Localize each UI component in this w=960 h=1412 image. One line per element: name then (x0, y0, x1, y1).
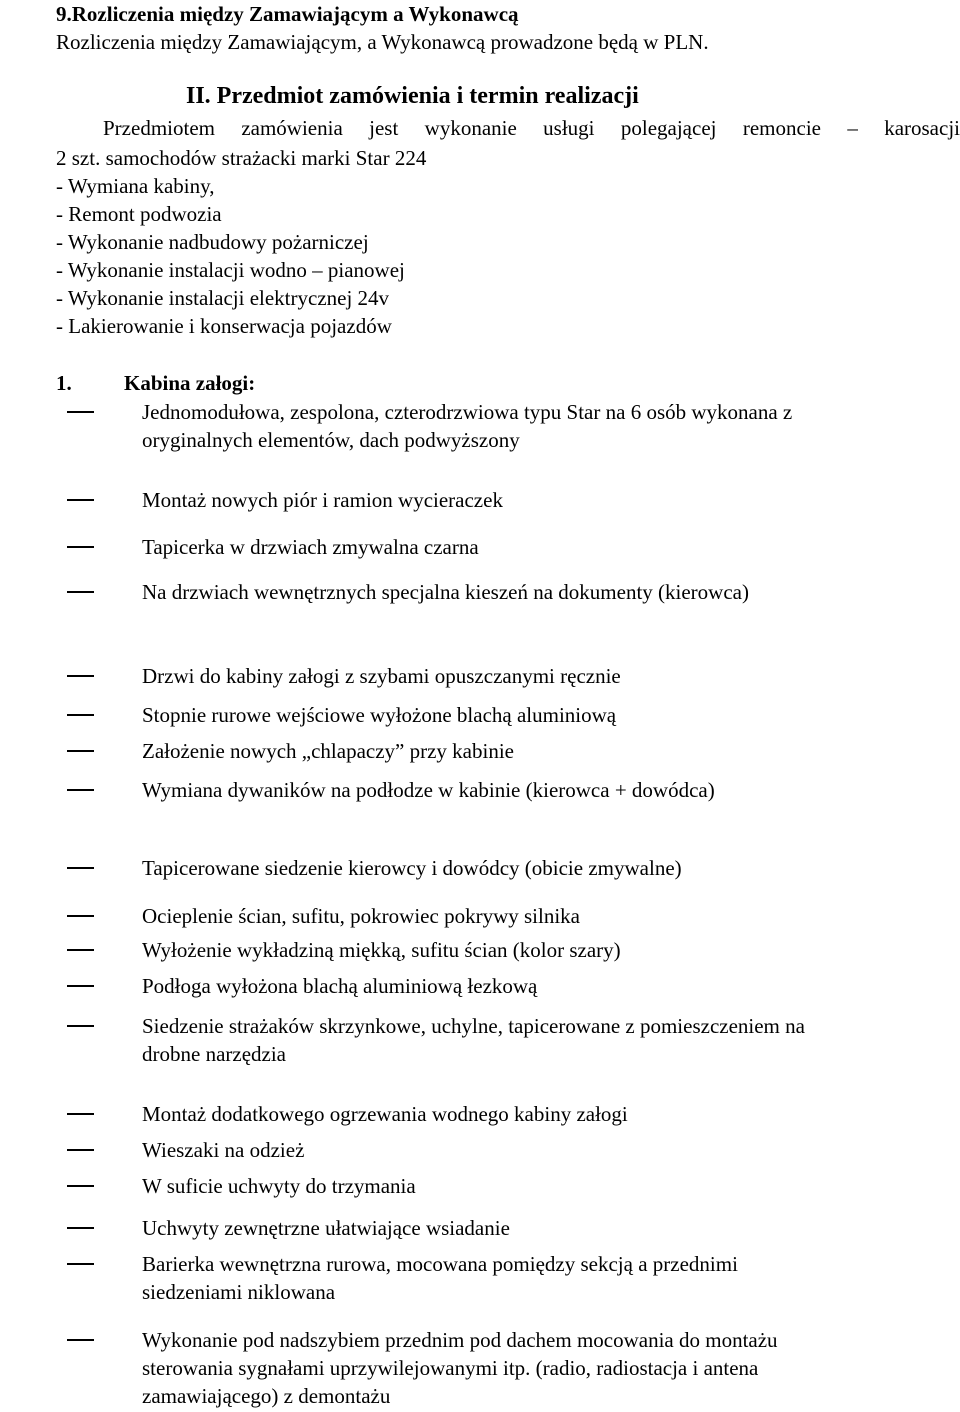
kabina-item-line: W suficie uchwyty do trzymania (142, 1174, 416, 1198)
kabina-item-line: Montaż dodatkowego ogrzewania wodnego kabiny załogi (142, 1102, 628, 1126)
kabina-item-line: zamawiającego) z demontażu (142, 1384, 391, 1408)
kabina-item-line: Siedzenie strażaków skrzynkowe, uchylne, tapicerowane z pomieszczeniem na (142, 1014, 805, 1038)
dash-bullet (67, 985, 94, 987)
kabina-item-line: siedzeniami niklowana (142, 1280, 336, 1304)
kabina-item-text (142, 1250, 932, 1306)
kabina-item-text (142, 902, 932, 930)
kabina-item-line: drobne narzędzia (142, 1042, 286, 1066)
kabina-item-line: oryginalnych elementów, dach podwyższony (142, 428, 520, 452)
kabina-item-text (142, 662, 932, 690)
kabina-item-line: Uchwyty zewnętrzne ułatwiające wsiadanie (142, 1216, 510, 1240)
kabina-item-line: Jednomodułowa, zespolona, czterodrzwiowa typu Star na 6 osób wykonana z (142, 400, 793, 424)
scope-item: - Remont podwozia (56, 202, 222, 226)
section-9-heading: 9.Rozliczenia między Zamawiającym a Wykonawcą (56, 2, 519, 26)
kabina-item-line: Wykonanie pod nadszybiem przednim pod dachem mocowania do montażu (142, 1328, 778, 1352)
dash-bullet (67, 546, 94, 548)
kabina-item-line: Na drzwiach wewnętrznych specjalna kieszeń na dokumenty (kierowca) (142, 580, 749, 604)
kabina-item-line: Tapicerowane siedzenie kierowcy i dowódcy (obicie zmywalne) (142, 856, 682, 880)
kabina-item-line: Stopnie rurowe wejściowe wyłożone blachą aluminiową (142, 703, 617, 727)
kabina-item-line: Ocieplenie ścian, sufitu, pokrowiec pokrywy silnika (142, 904, 580, 928)
kabina-title: Kabina załogi: (124, 371, 256, 395)
dash-bullet (67, 867, 94, 869)
dash-bullet (67, 789, 94, 791)
kabina-item-text (142, 854, 932, 882)
dash-bullet (67, 675, 94, 677)
scope-item: - Wykonanie instalacji wodno – pianowej (56, 258, 405, 282)
scope-item: - Lakierowanie i konserwacja pojazdów (56, 314, 392, 338)
kabina-item-line: Wyłożenie wykładziną miękką, sufitu ścian (kolor szary) (142, 938, 621, 962)
section-9-text: Rozliczenia między Zamawiającym, a Wykonawcą prowadzone będą w PLN. (56, 30, 709, 54)
kabina-item-line: Montaż nowych piór i ramion wycieraczek (142, 488, 503, 512)
dash-bullet (67, 1185, 94, 1187)
kabina-item-text (142, 533, 932, 561)
kabina-item-line: Wieszaki na odzież (142, 1138, 305, 1162)
dash-bullet (67, 915, 94, 917)
kabina-item-line: sterowania sygnałami uprzywilejowanymi itp. (radio, radiostacja i antena (142, 1356, 759, 1380)
kabina-number: 1. (56, 371, 72, 395)
kabina-item-line: Tapicerka w drzwiach zmywalna czarna (142, 535, 479, 559)
dash-bullet (67, 949, 94, 951)
kabina-item-text (142, 578, 932, 606)
section-2-intro-line-1: Przedmiotem zamówienia jest wykonanie usługi polegającej remoncie – karosacji (103, 116, 960, 140)
scope-item: - Wykonanie nadbudowy pożarniczej (56, 230, 369, 254)
kabina-item-text (142, 1214, 932, 1242)
dash-bullet (67, 1227, 94, 1229)
kabina-item-text (142, 737, 932, 765)
dash-bullet (67, 1263, 94, 1265)
kabina-item-line: Barierka wewnętrzna rurowa, mocowana pomiędzy sekcją a przednimi (142, 1252, 738, 1276)
dash-bullet (67, 1149, 94, 1151)
kabina-item-text (142, 398, 932, 454)
kabina-item-text (142, 972, 932, 1000)
dash-bullet (67, 591, 94, 593)
kabina-item-text (142, 486, 932, 514)
kabina-item-line: Podłoga wyłożona blachą aluminiową łezkową (142, 974, 538, 998)
kabina-item-text (142, 776, 932, 804)
kabina-item-text (142, 1012, 932, 1068)
kabina-heading (56, 369, 255, 397)
scope-item: - Wymiana kabiny, (56, 174, 215, 198)
kabina-item-text (142, 701, 932, 729)
kabina-item-line: Założenie nowych „chlapaczy” przy kabinie (142, 739, 514, 763)
kabina-item-line: Drzwi do kabiny załogi z szybami opuszczanymi ręcznie (142, 664, 621, 688)
kabina-item-text (142, 1172, 932, 1200)
dash-bullet (67, 1025, 94, 1027)
kabina-item-text (142, 1100, 932, 1128)
scope-item: - Wykonanie instalacji elektrycznej 24v (56, 286, 390, 310)
dash-bullet (67, 1113, 94, 1115)
section-2-heading: II. Przedmiot zamówienia i termin realizacji (186, 83, 639, 109)
kabina-item-text (142, 936, 932, 964)
kabina-item-text (142, 1326, 932, 1410)
kabina-item-text (142, 1136, 932, 1164)
dash-bullet (67, 750, 94, 752)
dash-bullet (67, 714, 94, 716)
kabina-item-line: Wymiana dywaników na podłodze w kabinie (kierowca + dowódca) (142, 778, 715, 802)
section-2-intro-line-2: 2 szt. samochodów strażacki marki Star 224 (56, 146, 427, 170)
dash-bullet (67, 1339, 94, 1341)
dash-bullet (67, 411, 94, 413)
dash-bullet (67, 499, 94, 501)
